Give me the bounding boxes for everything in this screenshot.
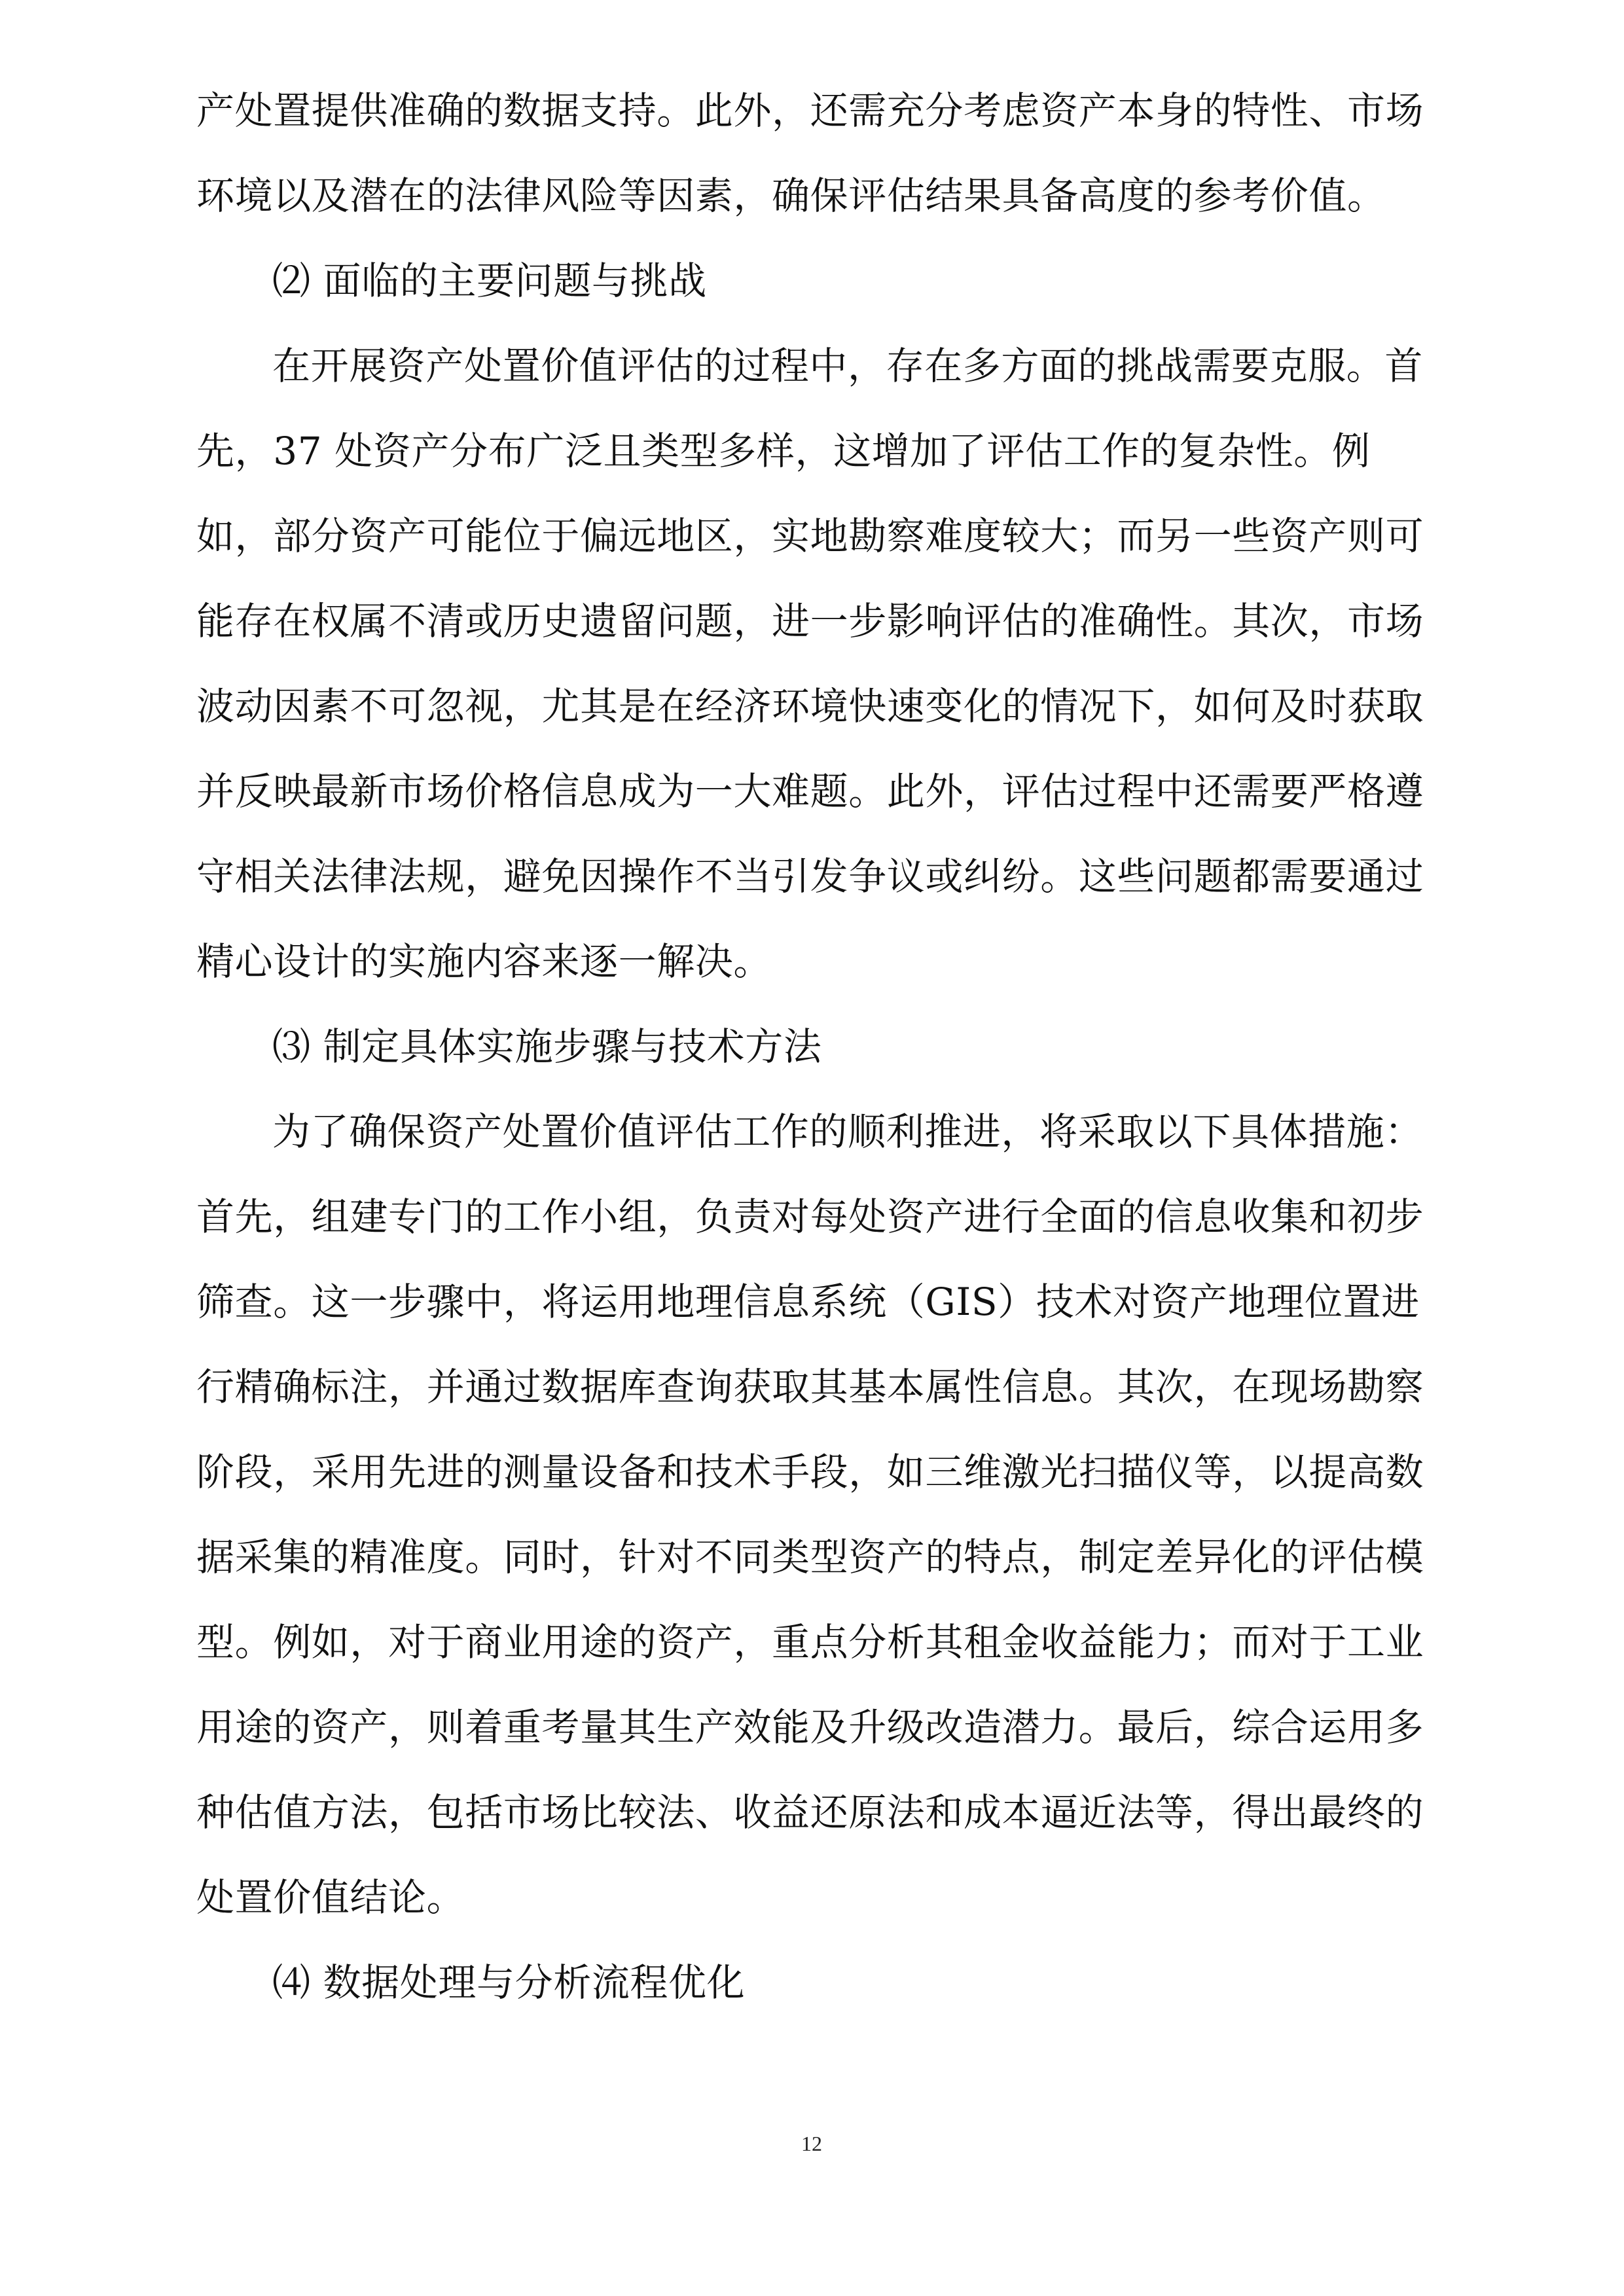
section-heading-2: ⑵ 面临的主要问题与挑战 (272, 259, 707, 303)
text-line: 阶段，采用先进的测量设备和技术手段，如三维激光扫描仪等，以提高数 (196, 1450, 1424, 1494)
text-line: 在开展资产处置价值评估的过程中，存在多方面的挑战需要克服。首 (272, 344, 1424, 388)
document-body (196, 68, 1440, 2025)
text-line: 先，37 处资产分布广泛且类型多样，这增加了评估工作的复杂性。例 (196, 429, 1371, 473)
text-line: 精心设计的实施内容来逐一解决。 (196, 939, 772, 984)
page-number: 12 (801, 2132, 822, 2155)
text-line: 如，部分资产可能位于偏远地区，实地勘察难度较大；而另一些资产则可 (196, 514, 1424, 558)
paragraph-challenges (196, 323, 1440, 1004)
text-line: 能存在权属不清或历史遗留问题，进一步影响评估的准确性。其次，市场 (196, 599, 1424, 643)
text-line: 首先，组建专门的工作小组，负责对每处资产进行全面的信息收集和初步 (196, 1194, 1424, 1239)
section-heading-3: ⑶ 制定具体实施步骤与技术方法 (272, 1024, 822, 1069)
section-heading-4: ⑷ 数据处理与分析流程优化 (272, 1960, 746, 2005)
text-line: 为了确保资产处置价值评估工作的顺利推进，将采取以下具体措施： (272, 1109, 1424, 1154)
text-line: 环境以及潜在的法律风险等因素，确保评估结果具备高度的参考价值。 (196, 173, 1386, 218)
paragraph-continuation (196, 68, 1440, 238)
text-line: 并反映最新市场价格信息成为一大难题。此外，评估过程中还需要严格遵 (196, 769, 1424, 814)
text-line: 行精确标注，并通过数据库查询获取其基本属性信息。其次，在现场勘察 (196, 1365, 1424, 1409)
text-line: 据采集的精准度。同时，针对不同类型资产的特点，制定差异化的评估模 (196, 1535, 1424, 1579)
text-line: 用途的资产，则着重考量其生产效能及升级改造潜力。最后，综合运用多 (196, 1705, 1424, 1749)
text-line: 产处置提供准确的数据支持。此外，还需充分考虑资产本身的特性、市场 (196, 88, 1424, 133)
text-line: 筛查。这一步骤中，将运用地理信息系统（GIS）技术对资产地理位置进 (196, 1280, 1420, 1324)
text-line: 种估值方法，包括市场比较法、收益还原法和成本逼近法等，得出最终的 (196, 1790, 1424, 1835)
text-line: 守相关法律法规，避免因操作不当引发争议或纠纷。这些问题都需要通过 (196, 854, 1424, 899)
text-line: 波动因素不可忽视，尤其是在经济环境快速变化的情况下，如何及时获取 (196, 684, 1424, 728)
text-line: 处置价值结论。 (196, 1875, 465, 1920)
paragraph-implementation-steps (196, 1089, 1440, 1940)
text-line: 型。例如，对于商业用途的资产，重点分析其租金收益能力；而对于工业 (196, 1620, 1424, 1664)
